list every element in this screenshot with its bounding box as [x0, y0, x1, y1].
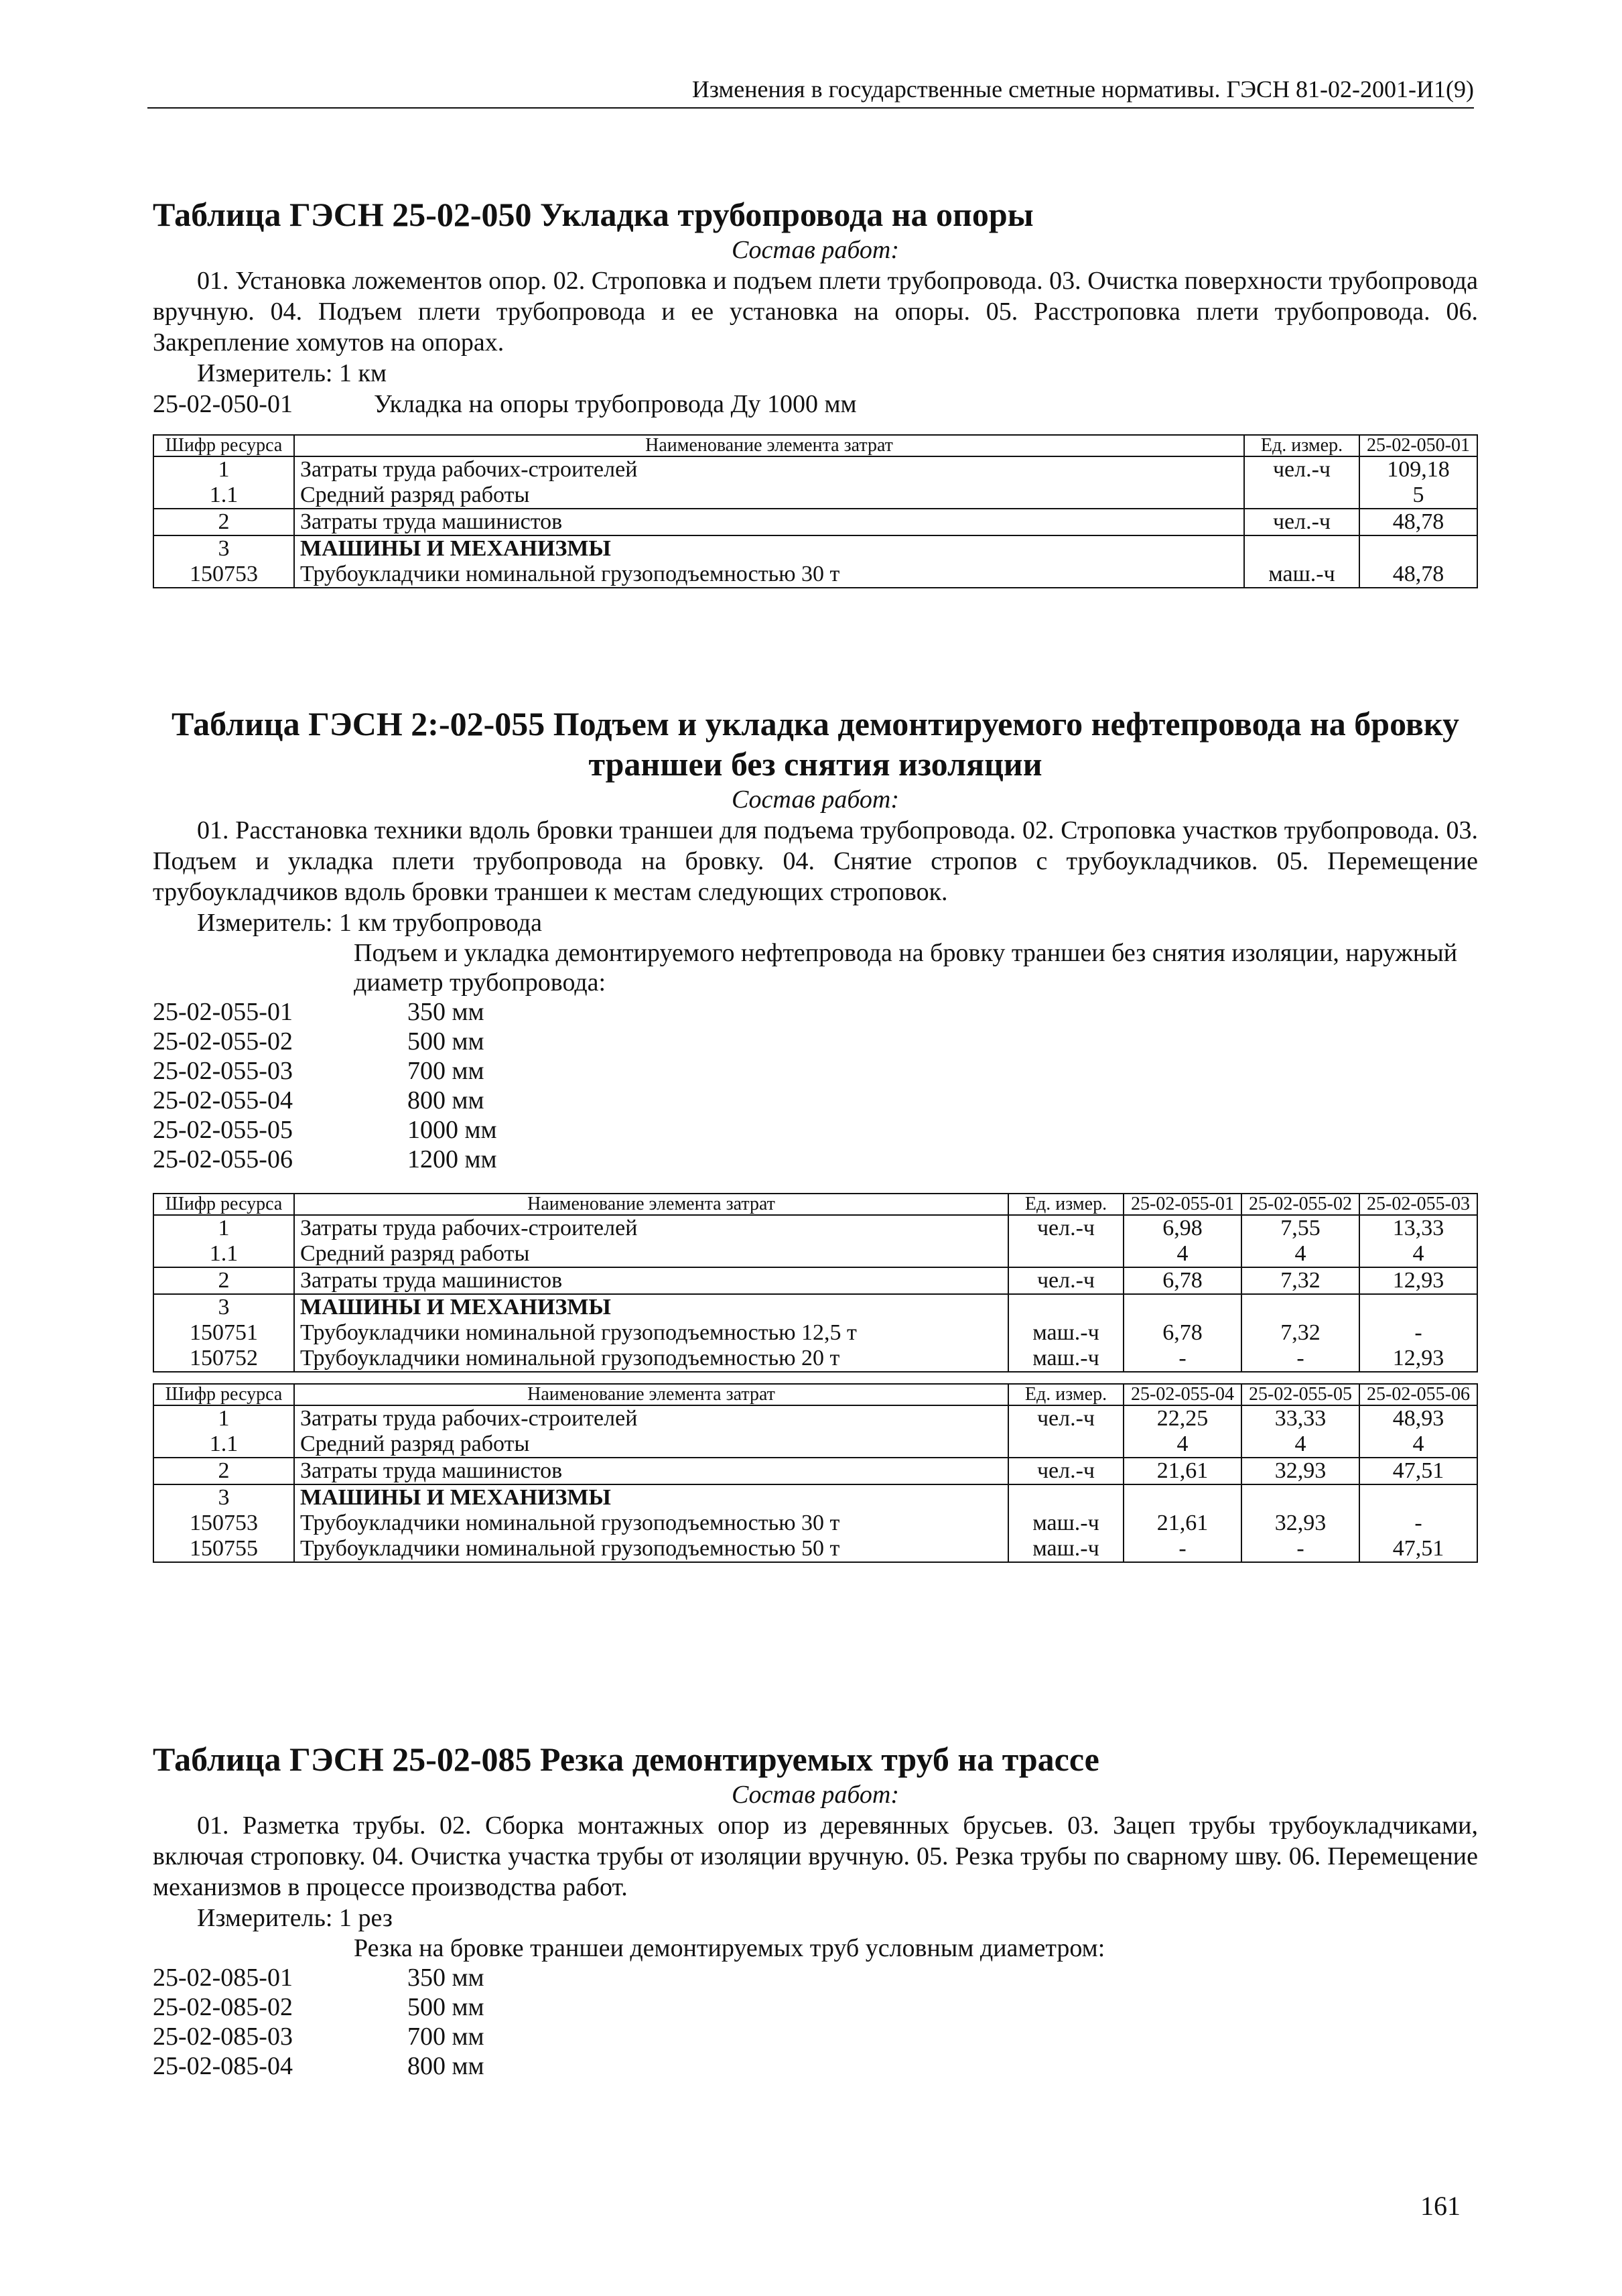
table-title: Таблица ГЭСН 25-02-050 Укладка трубопровода на опоры — [153, 196, 1034, 233]
cell-value: 13,33 — [1359, 1215, 1477, 1241]
cell-value: 6,78 — [1124, 1320, 1241, 1346]
header-unit: Ед. измер. — [1244, 435, 1359, 456]
header-norm: 25-02-055-06 — [1359, 1384, 1477, 1405]
cell-value: - — [1359, 1511, 1477, 1536]
cell-value: - — [1241, 1346, 1359, 1372]
cell-name: Затраты труда рабочих-строителей — [294, 1405, 1008, 1431]
cell-value — [1359, 1294, 1477, 1320]
cell-value: 4 — [1124, 1431, 1241, 1458]
cell-unit — [1008, 1294, 1124, 1320]
cell-value: 12,93 — [1359, 1267, 1477, 1294]
cell-code: 3 — [153, 1294, 294, 1320]
cell-name: МАШИНЫ И МЕХАНИЗМЫ — [294, 1484, 1008, 1511]
norm-code: 25-02-085-03 — [153, 2023, 293, 2051]
cell-value: 48,78 — [1359, 562, 1477, 588]
header-name: Наименование элемента затрат — [294, 1194, 1008, 1215]
cell-unit: чел.-ч — [1244, 509, 1359, 535]
cell-value — [1124, 1484, 1241, 1511]
cell-unit: чел.-ч — [1008, 1267, 1124, 1294]
cell-code: 150753 — [153, 1511, 294, 1536]
table-row — [153, 535, 1477, 562]
cell-value: 109,18 — [1359, 456, 1477, 483]
variant-list — [153, 997, 1478, 1174]
cell-unit: маш.-ч — [1008, 1320, 1124, 1346]
header-code: Шифр ресурса — [153, 1384, 294, 1405]
cell-value: 21,61 — [1124, 1458, 1241, 1484]
cell-unit — [1244, 483, 1359, 509]
cell-value: 4 — [1241, 1431, 1359, 1458]
list-item — [153, 1027, 1478, 1056]
table-row — [153, 456, 1477, 483]
cell-unit: чел.-ч — [1008, 1458, 1124, 1484]
cell-code: 3 — [153, 1484, 294, 1511]
section-25-02-050 — [153, 194, 1478, 588]
cell-code: 150751 — [153, 1320, 294, 1346]
norm-value: 700 мм — [407, 1057, 484, 1085]
cell-value: 32,93 — [1241, 1458, 1359, 1484]
cell-code: 150755 — [153, 1536, 294, 1562]
cell-value: 7,32 — [1241, 1267, 1359, 1294]
norm-code: 25-02-085-02 — [153, 1993, 293, 2021]
cell-name: Трубоукладчики номинальной грузоподъемностью 30 т — [294, 562, 1244, 588]
cell-value: - — [1241, 1536, 1359, 1562]
cell-unit — [1244, 535, 1359, 562]
cell-value: - — [1124, 1536, 1241, 1562]
cell-unit: маш.-ч — [1008, 1346, 1124, 1372]
cell-value: 48,93 — [1359, 1405, 1477, 1431]
norm-description: Резка на бровке траншеи демонтируемых труб условным диаметром: — [354, 1934, 1105, 1962]
cell-value: 6,98 — [1124, 1215, 1241, 1241]
cell-value: 4 — [1124, 1241, 1241, 1267]
measure: Измеритель: 1 рез — [197, 1904, 393, 1932]
norm-value: 500 мм — [407, 1027, 484, 1056]
cell-value — [1241, 1294, 1359, 1320]
resource-table-a — [153, 1193, 1478, 1373]
norm-code: 25-02-055-06 — [153, 1145, 293, 1173]
cell-name: МАШИНЫ И МЕХАНИЗМЫ — [294, 1294, 1008, 1320]
running-header: Изменения в государственные сметные нормативы. ГЭСН 81-02-2001-И1(9) — [147, 75, 1474, 109]
cell-value — [1124, 1294, 1241, 1320]
cell-value: 22,25 — [1124, 1405, 1241, 1431]
cell-unit: маш.-ч — [1008, 1511, 1124, 1536]
works-label: Состав работ: — [731, 1781, 900, 1809]
cell-unit — [1008, 1484, 1124, 1511]
cell-name: Затраты труда машинистов — [294, 1458, 1008, 1484]
norm-code: 25-02-055-04 — [153, 1086, 293, 1114]
cell-name: МАШИНЫ И МЕХАНИЗМЫ — [294, 535, 1244, 562]
cell-code: 3 — [153, 535, 294, 562]
works-label: Состав работ: — [731, 236, 900, 264]
table-row — [153, 1536, 1477, 1562]
table-row — [153, 1431, 1477, 1458]
variant-list — [153, 1963, 1478, 2081]
header-name: Наименование элемента затрат — [294, 1384, 1008, 1405]
header-code: Шифр ресурса — [153, 435, 294, 456]
cell-unit — [1008, 1431, 1124, 1458]
table-row — [153, 1458, 1477, 1484]
norm-code: 25-02-055-03 — [153, 1057, 293, 1085]
header-code: Шифр ресурса — [153, 1194, 294, 1215]
cell-code: 2 — [153, 509, 294, 535]
cell-value: 4 — [1359, 1241, 1477, 1267]
cell-value: 5 — [1359, 483, 1477, 509]
norm-value: 350 мм — [407, 1964, 484, 1992]
header-norm: 25-02-050-01 — [1359, 435, 1477, 456]
cell-value: 21,61 — [1124, 1511, 1241, 1536]
works-description: 01. Разметка трубы. 02. Сборка монтажных опор из деревянных брусьев. 03. Зацеп трубы трубоукладчиками, включая строповку. 04. Очистка участка трубы от изоляции вручную. 05. Резка трубы по сварному шву. 06. Перемещение механизмов в процессе производства работ. — [153, 1811, 1478, 1901]
cell-value — [1241, 1484, 1359, 1511]
table-row — [153, 1267, 1477, 1294]
cell-code: 2 — [153, 1458, 294, 1484]
table-row — [153, 562, 1477, 588]
cell-name: Трубоукладчики номинальной грузоподъемностью 30 т — [294, 1511, 1008, 1536]
header-norm: 25-02-055-04 — [1124, 1384, 1241, 1405]
cell-name: Трубоукладчики номинальной грузоподъемностью 50 т — [294, 1536, 1008, 1562]
cell-code: 1 — [153, 456, 294, 483]
table-row — [153, 1215, 1477, 1241]
cell-unit: чел.-ч — [1008, 1215, 1124, 1241]
cell-code: 1 — [153, 1405, 294, 1431]
header-norm: 25-02-055-01 — [1124, 1194, 1241, 1215]
cell-value: 7,55 — [1241, 1215, 1359, 1241]
cell-value: - — [1359, 1320, 1477, 1346]
cell-value: 4 — [1241, 1241, 1359, 1267]
norm-code: 25-02-055-02 — [153, 1027, 293, 1056]
norm-value: 800 мм — [407, 1086, 484, 1114]
resource-table-b — [153, 1383, 1478, 1563]
norm-line — [153, 389, 1478, 420]
cell-value: 33,33 — [1241, 1405, 1359, 1431]
cell-code: 1.1 — [153, 483, 294, 509]
cell-name: Трубоукладчики номинальной грузоподъемностью 12,5 т — [294, 1320, 1008, 1346]
table-row — [153, 1294, 1477, 1320]
norm-code: 25-02-055-01 — [153, 998, 293, 1026]
table-row — [153, 509, 1477, 535]
cell-value: 47,51 — [1359, 1458, 1477, 1484]
cell-name: Средний разряд работы — [294, 1431, 1008, 1458]
cell-value: 12,93 — [1359, 1346, 1477, 1372]
norm-value: 1200 мм — [407, 1145, 497, 1173]
list-item — [153, 1115, 1478, 1145]
norm-value: 350 мм — [407, 998, 484, 1026]
cell-unit: чел.-ч — [1008, 1405, 1124, 1431]
cell-code: 1 — [153, 1215, 294, 1241]
cell-value: 7,32 — [1241, 1320, 1359, 1346]
list-item — [153, 1145, 1478, 1174]
table-title: Таблица ГЭСН 25-02-085 Резка демонтируемых труб на трассе — [153, 1740, 1099, 1778]
header-norm: 25-02-055-02 — [1241, 1194, 1359, 1215]
list-item — [153, 1056, 1478, 1086]
cell-code: 150752 — [153, 1346, 294, 1372]
section-25-02-085 — [153, 1739, 1478, 2081]
header-name: Наименование элемента затрат — [294, 435, 1244, 456]
table-row — [153, 1346, 1477, 1372]
table-row — [153, 1511, 1477, 1536]
cell-code: 1.1 — [153, 1431, 294, 1458]
header-norm: 25-02-055-05 — [1241, 1384, 1359, 1405]
list-item — [153, 997, 1478, 1027]
cell-value: 48,78 — [1359, 509, 1477, 535]
norm-description: Подъем и укладка демонтируемого нефтепровода на бровку траншеи без снятия изоляции, наружный диаметр трубопровода: — [354, 939, 1458, 997]
list-item — [153, 1992, 1478, 2022]
cell-code: 150753 — [153, 562, 294, 588]
list-item — [153, 1963, 1478, 1992]
cell-name: Затраты труда рабочих-строителей — [294, 456, 1244, 483]
norm-code: 25-02-085-04 — [153, 2052, 293, 2080]
cell-value: 6,78 — [1124, 1267, 1241, 1294]
cell-unit: маш.-ч — [1244, 562, 1359, 588]
table-row — [153, 1320, 1477, 1346]
norm-code: 25-02-055-05 — [153, 1116, 293, 1144]
cell-code: 2 — [153, 1267, 294, 1294]
section-25-02-055 — [153, 704, 1478, 1563]
cell-value — [1359, 535, 1477, 562]
page-number: 161 — [1420, 2191, 1461, 2221]
list-item — [153, 1086, 1478, 1115]
cell-value: 4 — [1359, 1431, 1477, 1458]
header-unit: Ед. измер. — [1008, 1384, 1124, 1405]
measure: Измеритель: 1 км — [197, 359, 387, 387]
cell-unit: чел.-ч — [1244, 456, 1359, 483]
norm-code: 25-02-085-01 — [153, 1964, 293, 1992]
cell-value: - — [1124, 1346, 1241, 1372]
cell-value: 47,51 — [1359, 1536, 1477, 1562]
cell-value — [1359, 1484, 1477, 1511]
norm-value: 1000 мм — [407, 1116, 497, 1144]
measure: Измеритель: 1 км трубопровода — [197, 909, 543, 937]
cell-name: Средний разряд работы — [294, 483, 1244, 509]
cell-name: Трубоукладчики номинальной грузоподъемностью 20 т — [294, 1346, 1008, 1372]
resource-table — [153, 434, 1478, 588]
norm-value: 800 мм — [407, 2052, 484, 2080]
works-description: 01. Установка ложементов опор. 02. Строповка и подъем плети трубопровода. 03. Очистка поверхности трубопровода вручную. 04. Подъем плети трубопровода и ее установка на опоры. 05. Расстроповка плети трубопровода. 06. Закрепление хомутов на опорах. — [153, 267, 1478, 357]
norm-code: 25-02-050-01 — [153, 390, 293, 418]
table-title: Таблица ГЭСН 2:-02-055 Подъем и укладка демонтируемого нефтепровода на бровку траншеи без снятия изоляции — [172, 705, 1459, 783]
cell-name: Средний разряд работы — [294, 1241, 1008, 1267]
header-unit: Ед. измер. — [1008, 1194, 1124, 1215]
cell-name: Затраты труда машинистов — [294, 1267, 1008, 1294]
table-row — [153, 483, 1477, 509]
works-label: Состав работ: — [731, 785, 900, 814]
list-item — [153, 2022, 1478, 2051]
header-norm: 25-02-055-03 — [1359, 1194, 1477, 1215]
cell-unit: маш.-ч — [1008, 1536, 1124, 1562]
norm-value: 700 мм — [407, 2023, 484, 2051]
list-item — [153, 2051, 1478, 2081]
cell-name: Затраты труда машинистов — [294, 509, 1244, 535]
cell-value: 32,93 — [1241, 1511, 1359, 1536]
cell-code: 1.1 — [153, 1241, 294, 1267]
norm-value: 500 мм — [407, 1993, 484, 2021]
norm-description: Укладка на опоры трубопровода Ду 1000 мм — [374, 390, 857, 418]
table-row — [153, 1241, 1477, 1267]
cell-name: Затраты труда рабочих-строителей — [294, 1215, 1008, 1241]
cell-unit — [1008, 1241, 1124, 1267]
table-row — [153, 1405, 1477, 1431]
works-description: 01. Расстановка техники вдоль бровки траншеи для подъема трубопровода. 02. Строповка участков трубопровода. 03. Подъем и укладка плети трубопровода на бровку. 04. Снятие стропов с трубоукладчиков. 05. Перемещение трубоукладчиков вдоль бровки траншеи к местам следующих строповок. — [153, 816, 1478, 906]
table-row — [153, 1484, 1477, 1511]
